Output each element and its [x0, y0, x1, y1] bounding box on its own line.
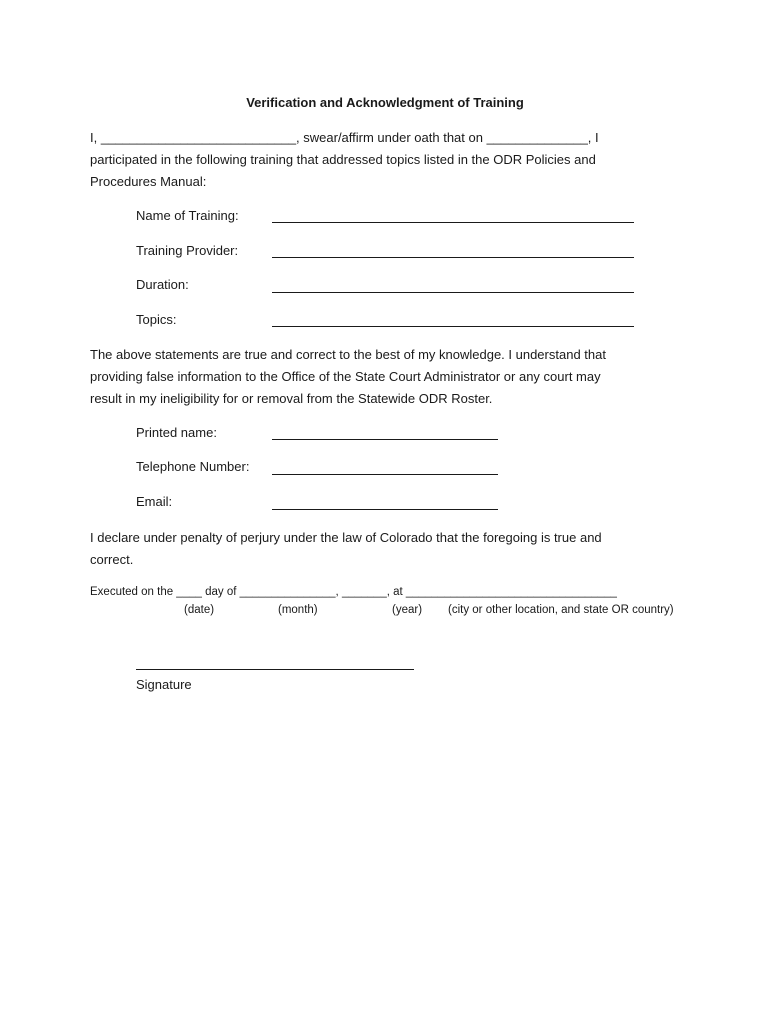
intro-line-3: Procedures Manual: — [90, 174, 207, 189]
date-caption: (date) — [184, 604, 215, 616]
declaration-paragraph — [90, 527, 690, 571]
printed-name-line[interactable] — [272, 439, 498, 440]
topics-line[interactable] — [272, 326, 634, 327]
name-of-training-line[interactable] — [272, 222, 634, 223]
statement-line-2: providing false information to the Office of the State Court Administrator or any court may — [90, 369, 601, 384]
executed-line: Executed on the ____ day of _______________, _______, at _________________________________ — [90, 586, 617, 598]
declaration-line-2: correct. — [90, 552, 134, 567]
year-caption: (year) — [392, 604, 423, 616]
document-title: Verification and Acknowledgment of Training — [246, 95, 524, 110]
intro-line-1: I, ___________________________, swear/affirm under oath that on ______________, I — [90, 130, 599, 145]
declaration-line-1: I declare under penalty of perjury under the law of Colorado that the foregoing is true and — [90, 530, 602, 545]
duration-label: Duration: — [136, 277, 189, 292]
duration-line[interactable] — [272, 292, 634, 293]
training-provider-label: Training Provider: — [136, 243, 239, 258]
name-of-training-label: Name of Training: — [136, 208, 239, 223]
signature-line[interactable] — [136, 669, 414, 670]
email-label: Email: — [136, 494, 173, 509]
intro-line-2: participated in the following training that addressed topics listed in the ODR Policies and — [90, 152, 596, 167]
printed-name-label: Printed name: — [136, 425, 217, 440]
telephone-number-line[interactable] — [272, 474, 498, 475]
email-line[interactable] — [272, 509, 498, 510]
signature-label: Signature — [136, 677, 192, 692]
topics-label: Topics: — [136, 312, 177, 327]
training-provider-line[interactable] — [272, 257, 634, 258]
intro-paragraph — [90, 127, 690, 193]
statement-paragraph — [90, 344, 690, 410]
statement-line-1: The above statements are true and correct to the best of my knowledge. I understand that — [90, 347, 606, 362]
location-caption: (city or other location, and state OR country) — [448, 604, 674, 616]
month-caption: (month) — [278, 604, 318, 616]
statement-line-3: result in my ineligibility for or removal from the Statewide ODR Roster. — [90, 391, 493, 406]
telephone-number-label: Telephone Number: — [136, 459, 250, 474]
